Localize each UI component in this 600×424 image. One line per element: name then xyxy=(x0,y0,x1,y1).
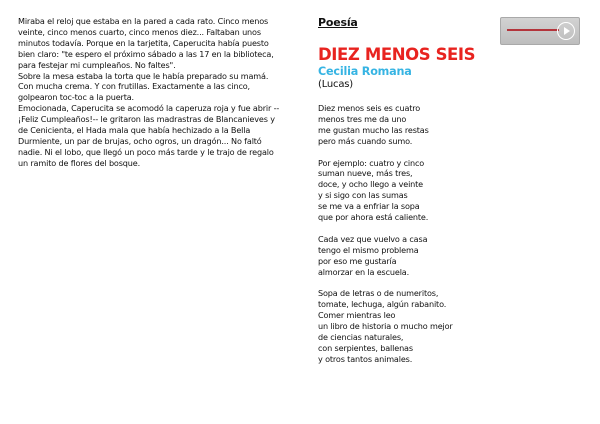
story-text xyxy=(18,16,284,169)
poem-stanza xyxy=(318,103,488,147)
poem-line: Sopa de letras o de numeritos, xyxy=(318,288,439,299)
poem-line: almorzar en la escuela. xyxy=(318,266,410,277)
poem-reader: (Lucas) xyxy=(318,79,353,90)
story-paragraph-3: Emocionada, Caperucita se acomodó la caperuza roja y fue abrir --¡Feliz Cumpleaños!-- le gritaron las madrastras de Blancanieves y de Cenicienta, el Hada mala que había hechizado a la Bella Durmiente, un par de brujas, ocho ogros, un dragón... No faltó nadie. Ni el lobo, que llegó un poco más tarde y le trajo de regalo un ramito de flores del bosque. xyxy=(18,103,280,168)
poem-line: y otros tantos animales. xyxy=(318,353,413,364)
poem-line: Diez menos seis es cuatro xyxy=(318,103,421,113)
poem-line: Comer mientras leo xyxy=(318,310,396,321)
poem-stanza xyxy=(318,288,488,364)
poem-line: y si sigo con las sumas xyxy=(318,190,408,201)
poem-line: se me va a enfriar la sopa xyxy=(318,201,420,212)
poem-line: Cada vez que vuelvo a casa xyxy=(318,233,428,244)
story-paragraph-2: Sobre la mesa estaba la torta que le había preparado su mamá. Con mucha crema. Y con frutillas. Exactamente a las cinco, golpearon toc-toc a la puerta. xyxy=(18,70,269,103)
poem-line: que por ahora está caliente. xyxy=(318,212,429,223)
audio-player[interactable] xyxy=(500,17,580,45)
poem-line: pero más cuando sumo. xyxy=(318,135,413,146)
poem-line: por eso me gustaría xyxy=(318,255,397,266)
poem-author: Cecilia Romana xyxy=(318,65,412,78)
poem-line: tomate, lechuga, algún rabanito. xyxy=(318,299,447,310)
section-label[interactable]: Poesía xyxy=(318,16,358,29)
poem-stanza xyxy=(318,234,488,278)
poem-line: tengo el mismo problema xyxy=(318,244,419,255)
poem-title: DIEZ MENOS SEIS xyxy=(318,45,476,64)
poem-line: un libro de historia o mucho mejor xyxy=(318,321,453,332)
play-circle-icon[interactable] xyxy=(557,22,575,40)
poem-line: Por ejemplo: cuatro y cinco xyxy=(318,157,425,168)
poem-line: de ciencias naturales, xyxy=(318,331,404,342)
poem-line: con serpientes, ballenas xyxy=(318,342,413,353)
poem-line: doce, y ocho llego a veinte xyxy=(318,179,424,190)
poem-line: suman nueve, más tres, xyxy=(318,168,413,179)
audio-progress-bar[interactable] xyxy=(507,29,559,31)
poem-line: me gustan mucho las restas xyxy=(318,124,429,135)
story-paragraph-1: Miraba el reloj que estaba en la pared a cada rato. Cinco menos veinte, cinco menos cuarto, cinco menos diez... Faltaban unos minutos todavía. Porque en la tarjetita, Caperucita había puesto bien claro: "te espero el próximo sábado a las 17 en la biblioteca, para festejar mi cumpleaños. No faltes". xyxy=(18,16,274,70)
poem-stanza xyxy=(318,158,488,223)
poem-body xyxy=(318,103,488,376)
poem-line: menos tres me da uno xyxy=(318,113,407,124)
